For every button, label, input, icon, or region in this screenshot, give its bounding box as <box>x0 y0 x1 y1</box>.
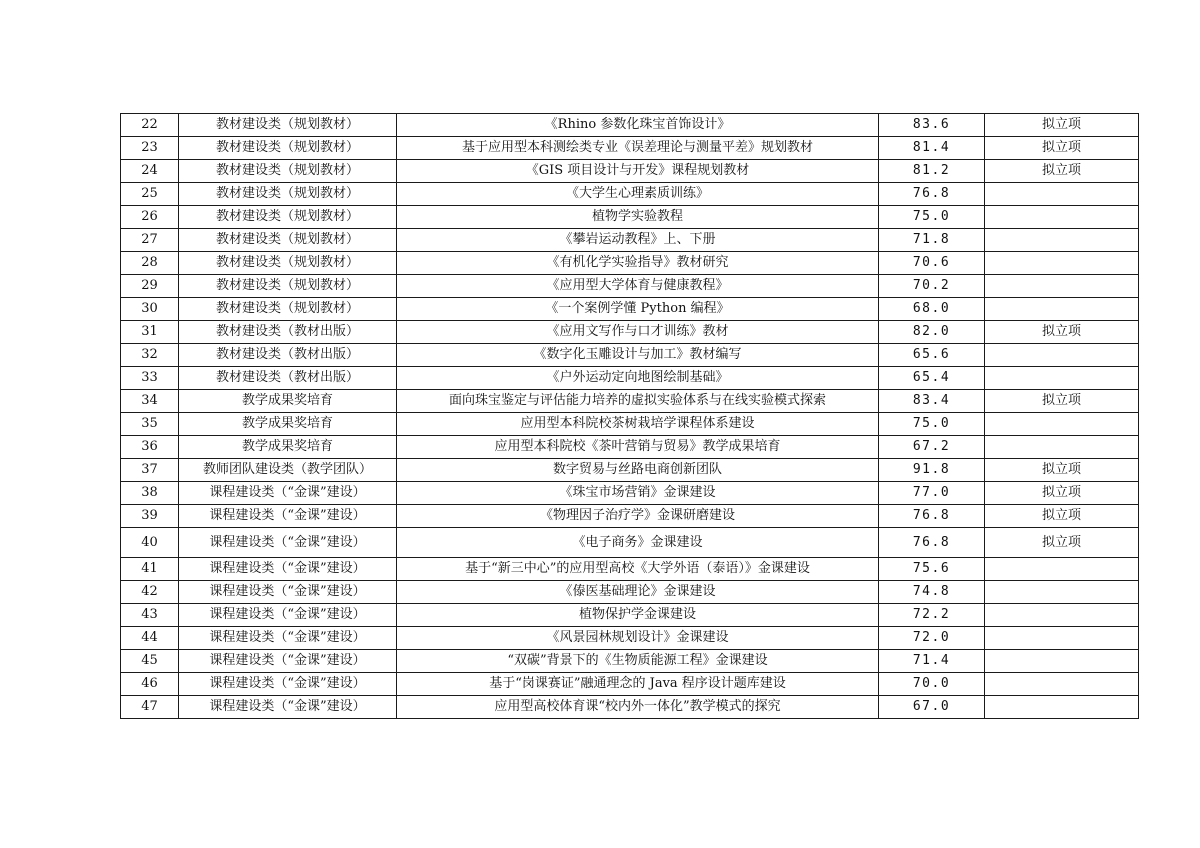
row-number-cell: 33 <box>121 367 179 390</box>
table-row <box>121 673 1139 696</box>
score-cell: 65.4 <box>879 367 985 390</box>
category-cell: 教材建设类（规划教材） <box>179 298 397 321</box>
row-number-cell: 25 <box>121 183 179 206</box>
score-cell: 72.2 <box>879 604 985 627</box>
table-row <box>121 206 1139 229</box>
project-name-cell: 《风景园林规划设计》金课建设 <box>397 627 879 650</box>
status-cell: 拟立项 <box>985 482 1139 505</box>
status-cell <box>985 696 1139 719</box>
status-cell <box>985 436 1139 459</box>
score-cell: 72.0 <box>879 627 985 650</box>
project-name-cell: 基于应用型本科测绘类专业《误差理论与测量平差》规划教材 <box>397 137 879 160</box>
status-cell <box>985 558 1139 581</box>
table-row <box>121 558 1139 581</box>
score-cell: 81.2 <box>879 160 985 183</box>
project-name-cell: 《应用文写作与口才训练》教材 <box>397 321 879 344</box>
table-body <box>121 114 1139 719</box>
score-cell: 81.4 <box>879 137 985 160</box>
row-number-cell: 26 <box>121 206 179 229</box>
status-cell <box>985 650 1139 673</box>
project-name-cell: 《数字化玉雕设计与加工》教材编写 <box>397 344 879 367</box>
row-number-cell: 23 <box>121 137 179 160</box>
row-number-cell: 43 <box>121 604 179 627</box>
status-cell <box>985 413 1139 436</box>
project-name-cell: 应用型本科院校《茶叶营销与贸易》教学成果培育 <box>397 436 879 459</box>
row-number-cell: 38 <box>121 482 179 505</box>
table-row <box>121 229 1139 252</box>
table-row <box>121 390 1139 413</box>
category-cell: 教学成果奖培育 <box>179 436 397 459</box>
status-cell <box>985 252 1139 275</box>
category-cell: 课程建设类（“金课”建设） <box>179 627 397 650</box>
category-cell: 教师团队建设类（教学团队） <box>179 459 397 482</box>
table-row <box>121 436 1139 459</box>
score-cell: 75.0 <box>879 413 985 436</box>
table-row <box>121 321 1139 344</box>
score-cell: 82.0 <box>879 321 985 344</box>
category-cell: 课程建设类（“金课”建设） <box>179 581 397 604</box>
table-row <box>121 344 1139 367</box>
status-cell: 拟立项 <box>985 160 1139 183</box>
row-number-cell: 46 <box>121 673 179 696</box>
status-cell <box>985 229 1139 252</box>
category-cell: 课程建设类（“金课”建设） <box>179 505 397 528</box>
row-number-cell: 41 <box>121 558 179 581</box>
table-row <box>121 604 1139 627</box>
category-cell: 教材建设类（规划教材） <box>179 275 397 298</box>
row-number-cell: 31 <box>121 321 179 344</box>
score-cell: 76.8 <box>879 528 985 558</box>
table-row <box>121 275 1139 298</box>
project-name-cell: 《Rhino 参数化珠宝首饰设计》 <box>397 114 879 137</box>
table-row <box>121 137 1139 160</box>
row-number-cell: 24 <box>121 160 179 183</box>
table-row <box>121 298 1139 321</box>
table-row <box>121 650 1139 673</box>
score-cell: 70.6 <box>879 252 985 275</box>
status-cell: 拟立项 <box>985 114 1139 137</box>
score-cell: 76.8 <box>879 183 985 206</box>
score-cell: 76.8 <box>879 505 985 528</box>
project-name-cell: 《户外运动定向地图绘制基础》 <box>397 367 879 390</box>
project-name-cell: 《电子商务》金课建设 <box>397 528 879 558</box>
project-name-cell: 《大学生心理素质训练》 <box>397 183 879 206</box>
table-row <box>121 528 1139 558</box>
row-number-cell: 47 <box>121 696 179 719</box>
project-name-cell: 面向珠宝鉴定与评估能力培养的虚拟实验体系与在线实验模式探索 <box>397 390 879 413</box>
category-cell: 教材建设类（规划教材） <box>179 206 397 229</box>
project-name-cell: 《物理因子治疗学》金课研磨建设 <box>397 505 879 528</box>
status-cell: 拟立项 <box>985 505 1139 528</box>
category-cell: 教材建设类（规划教材） <box>179 160 397 183</box>
score-cell: 75.0 <box>879 206 985 229</box>
score-cell: 65.6 <box>879 344 985 367</box>
table-row <box>121 627 1139 650</box>
project-name-cell: 基于“新三中心”的应用型高校《大学外语（泰语）》金课建设 <box>397 558 879 581</box>
category-cell: 教材建设类（教材出版） <box>179 367 397 390</box>
project-name-cell: 《有机化学实验指导》教材研究 <box>397 252 879 275</box>
project-name-cell: 《一个案例学懂 Python 编程》 <box>397 298 879 321</box>
status-cell: 拟立项 <box>985 528 1139 558</box>
table-row <box>121 505 1139 528</box>
category-cell: 课程建设类（“金课”建设） <box>179 673 397 696</box>
row-number-cell: 42 <box>121 581 179 604</box>
category-cell: 课程建设类（“金课”建设） <box>179 528 397 558</box>
status-cell <box>985 673 1139 696</box>
project-name-cell: 《GIS 项目设计与开发》课程规划教材 <box>397 160 879 183</box>
table-row <box>121 413 1139 436</box>
score-cell: 67.0 <box>879 696 985 719</box>
category-cell: 教材建设类（教材出版） <box>179 321 397 344</box>
project-name-cell: 基于“岗课赛证”融通理念的 Java 程序设计题库建设 <box>397 673 879 696</box>
table-row <box>121 696 1139 719</box>
row-number-cell: 35 <box>121 413 179 436</box>
score-cell: 71.8 <box>879 229 985 252</box>
row-number-cell: 44 <box>121 627 179 650</box>
project-name-cell: 《傣医基础理论》金课建设 <box>397 581 879 604</box>
category-cell: 课程建设类（“金课”建设） <box>179 558 397 581</box>
status-cell <box>985 298 1139 321</box>
status-cell <box>985 581 1139 604</box>
score-cell: 68.0 <box>879 298 985 321</box>
project-name-cell: 《珠宝市场营销》金课建设 <box>397 482 879 505</box>
table-row <box>121 581 1139 604</box>
score-cell: 74.8 <box>879 581 985 604</box>
score-cell: 70.0 <box>879 673 985 696</box>
project-name-cell: 《应用型大学体育与健康教程》 <box>397 275 879 298</box>
category-cell: 教材建设类（规划教材） <box>179 137 397 160</box>
status-cell <box>985 183 1139 206</box>
row-number-cell: 37 <box>121 459 179 482</box>
row-number-cell: 40 <box>121 528 179 558</box>
score-cell: 71.4 <box>879 650 985 673</box>
row-number-cell: 29 <box>121 275 179 298</box>
table-row <box>121 183 1139 206</box>
category-cell: 教学成果奖培育 <box>179 390 397 413</box>
category-cell: 教材建设类（教材出版） <box>179 344 397 367</box>
table-row <box>121 252 1139 275</box>
table-row <box>121 482 1139 505</box>
category-cell: 课程建设类（“金课”建设） <box>179 650 397 673</box>
status-cell: 拟立项 <box>985 137 1139 160</box>
score-cell: 75.6 <box>879 558 985 581</box>
status-cell: 拟立项 <box>985 321 1139 344</box>
row-number-cell: 30 <box>121 298 179 321</box>
status-cell <box>985 627 1139 650</box>
status-cell <box>985 275 1139 298</box>
score-cell: 91.8 <box>879 459 985 482</box>
row-number-cell: 27 <box>121 229 179 252</box>
status-cell <box>985 344 1139 367</box>
project-name-cell: 应用型本科院校茶树栽培学课程体系建设 <box>397 413 879 436</box>
table-row <box>121 367 1139 390</box>
project-name-cell: 植物保护学金课建设 <box>397 604 879 627</box>
row-number-cell: 22 <box>121 114 179 137</box>
score-cell: 77.0 <box>879 482 985 505</box>
category-cell: 教材建设类（规划教材） <box>179 114 397 137</box>
status-cell: 拟立项 <box>985 390 1139 413</box>
status-cell <box>985 604 1139 627</box>
status-cell <box>985 367 1139 390</box>
status-cell <box>985 206 1139 229</box>
category-cell: 课程建设类（“金课”建设） <box>179 604 397 627</box>
table-row <box>121 114 1139 137</box>
project-name-cell: 应用型高校体育课“校内外一体化”教学模式的探究 <box>397 696 879 719</box>
score-cell: 83.4 <box>879 390 985 413</box>
status-cell: 拟立项 <box>985 459 1139 482</box>
project-name-cell: 数字贸易与丝路电商创新团队 <box>397 459 879 482</box>
category-cell: 教材建设类（规划教材） <box>179 183 397 206</box>
category-cell: 教材建设类（规划教材） <box>179 252 397 275</box>
row-number-cell: 36 <box>121 436 179 459</box>
project-name-cell: 植物学实验教程 <box>397 206 879 229</box>
project-name-cell: 《攀岩运动教程》上、下册 <box>397 229 879 252</box>
row-number-cell: 32 <box>121 344 179 367</box>
score-cell: 67.2 <box>879 436 985 459</box>
category-cell: 课程建设类（“金课”建设） <box>179 482 397 505</box>
row-number-cell: 34 <box>121 390 179 413</box>
table-row <box>121 160 1139 183</box>
project-name-cell: “双碳”背景下的《生物质能源工程》金课建设 <box>397 650 879 673</box>
row-number-cell: 28 <box>121 252 179 275</box>
category-cell: 教学成果奖培育 <box>179 413 397 436</box>
row-number-cell: 45 <box>121 650 179 673</box>
row-number-cell: 39 <box>121 505 179 528</box>
category-cell: 课程建设类（“金课”建设） <box>179 696 397 719</box>
score-cell: 70.2 <box>879 275 985 298</box>
table-row <box>121 459 1139 482</box>
category-cell: 教材建设类（规划教材） <box>179 229 397 252</box>
score-cell: 83.6 <box>879 114 985 137</box>
project-results-table <box>120 113 1139 719</box>
